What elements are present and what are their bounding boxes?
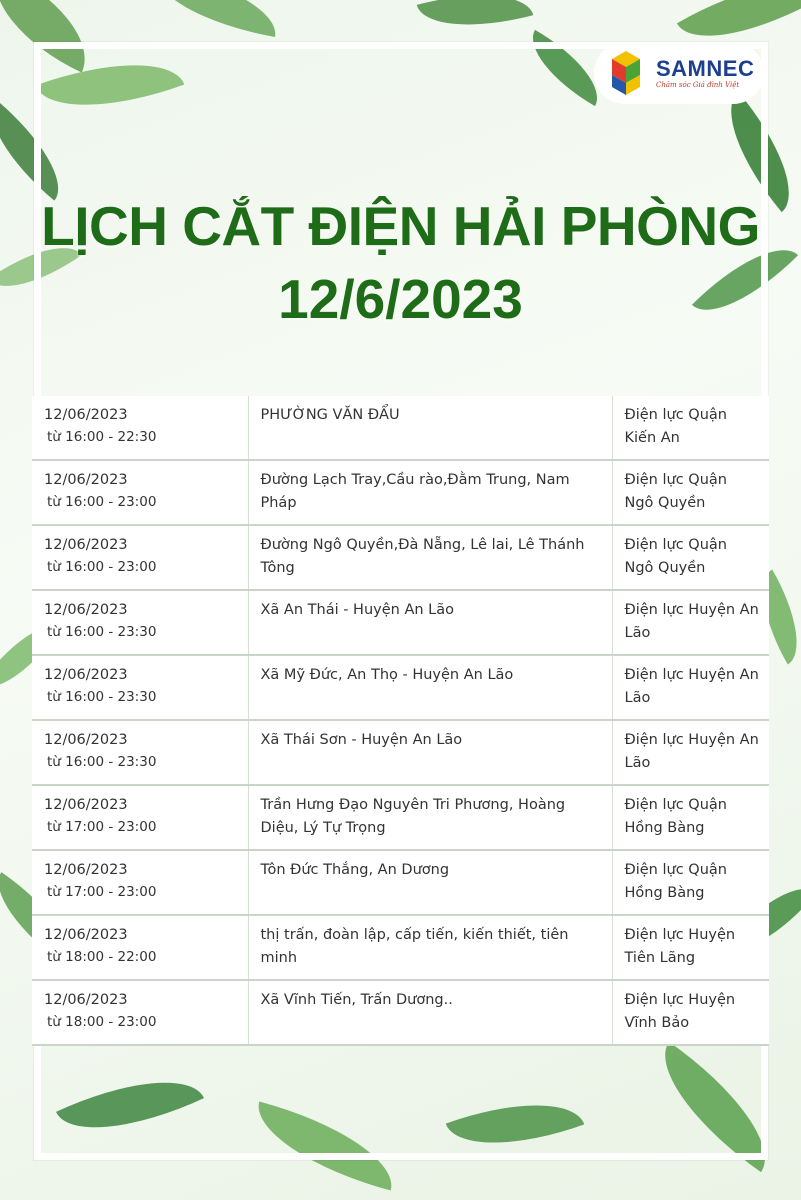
page-title-date: 12/6/2023 xyxy=(278,268,523,330)
date-cell xyxy=(32,590,248,655)
date-cell xyxy=(32,396,248,460)
date-cell xyxy=(32,785,248,850)
date: 12/06/2023 xyxy=(44,992,128,1008)
date: 12/06/2023 xyxy=(44,797,128,813)
time-range: từ 16:00 - 23:30 xyxy=(47,624,157,640)
date-cell xyxy=(32,720,248,785)
time-range: từ 17:00 - 23:00 xyxy=(47,819,157,835)
date-cell xyxy=(32,915,248,980)
date: 12/06/2023 xyxy=(44,667,128,683)
samnec-logo xyxy=(594,42,764,104)
table-row xyxy=(32,655,769,720)
date: 12/06/2023 xyxy=(44,732,128,748)
date-cell xyxy=(32,980,248,1045)
area-cell: Đường Ngô Quyền,Đà Nẵng, Lê lai, Lê Thánh Tông xyxy=(248,525,612,590)
table-row xyxy=(32,460,769,525)
unit-cell: Điện lực Quận Kiến An xyxy=(612,396,769,460)
samnec-logo-icon xyxy=(602,49,650,97)
area-cell: thị trấn, đoàn lập, cấp tiến, kiến thiết, tiên minh xyxy=(248,915,612,980)
area-cell: Xã Thái Sơn - Huyện An Lão xyxy=(248,720,612,785)
date: 12/06/2023 xyxy=(44,407,128,423)
table-row xyxy=(32,720,769,785)
unit-cell: Điện lực Huyện An Lão xyxy=(612,720,769,785)
table-row xyxy=(32,980,769,1045)
area-cell: Tôn Đức Thắng, An Dương xyxy=(248,850,612,915)
time-range: từ 16:00 - 23:30 xyxy=(47,689,157,705)
date-cell xyxy=(32,460,248,525)
time-range: từ 16:00 - 22:30 xyxy=(47,429,157,445)
area-cell: Xã Mỹ Đức, An Thọ - Huyện An Lão xyxy=(248,655,612,720)
date: 12/06/2023 xyxy=(44,862,128,878)
date: 12/06/2023 xyxy=(44,602,128,618)
outage-schedule-table xyxy=(32,396,769,1046)
unit-cell: Điện lực Huyện An Lão xyxy=(612,655,769,720)
logo-tagline: Chăm sóc Giá đình Việt xyxy=(656,80,740,89)
time-range: từ 18:00 - 22:00 xyxy=(47,949,157,965)
unit-cell: Điện lực Huyện An Lão xyxy=(612,590,769,655)
date: 12/06/2023 xyxy=(44,537,128,553)
date-cell xyxy=(32,525,248,590)
table-row xyxy=(32,525,769,590)
area-cell: Xã An Thái - Huyện An Lão xyxy=(248,590,612,655)
unit-cell: Điện lực Quận Ngô Quyền xyxy=(612,525,769,590)
time-range: từ 17:00 - 23:00 xyxy=(47,884,157,900)
table-row xyxy=(32,396,769,460)
date-cell xyxy=(32,850,248,915)
unit-cell: Điện lực Huyện Vĩnh Bảo xyxy=(612,980,769,1045)
logo-name: SAMNEC xyxy=(656,55,755,81)
table-row xyxy=(32,785,769,850)
unit-cell: Điện lực Quận Hồng Bàng xyxy=(612,850,769,915)
area-cell: Đường Lạch Tray,Cầu rào,Đằm Trung, Nam Pháp xyxy=(248,460,612,525)
unit-cell: Điện lực Quận Hồng Bàng xyxy=(612,785,769,850)
date-cell xyxy=(32,655,248,720)
time-range: từ 16:00 - 23:00 xyxy=(47,559,157,575)
page-title: LỊCH CẮT ĐIỆN HẢI PHÒNG xyxy=(41,195,760,257)
table-row xyxy=(32,915,769,980)
area-cell: Trần Hưng Đạo Nguyên Tri Phương, Hoàng Diệu, Lý Tự Trọng xyxy=(248,785,612,850)
area-cell: PHƯỜNG VĂN ĐẨU xyxy=(248,396,612,460)
table-row xyxy=(32,590,769,655)
unit-cell: Điện lực Huyện Tiên Lãng xyxy=(612,915,769,980)
time-range: từ 16:00 - 23:30 xyxy=(47,754,157,770)
table-row xyxy=(32,850,769,915)
unit-cell: Điện lực Quận Ngô Quyền xyxy=(612,460,769,525)
time-range: từ 16:00 - 23:00 xyxy=(47,494,157,510)
date: 12/06/2023 xyxy=(44,927,128,943)
time-range: từ 18:00 - 23:00 xyxy=(47,1014,157,1030)
date: 12/06/2023 xyxy=(44,472,128,488)
area-cell: Xã Vĩnh Tiến, Trấn Dương.. xyxy=(248,980,612,1045)
